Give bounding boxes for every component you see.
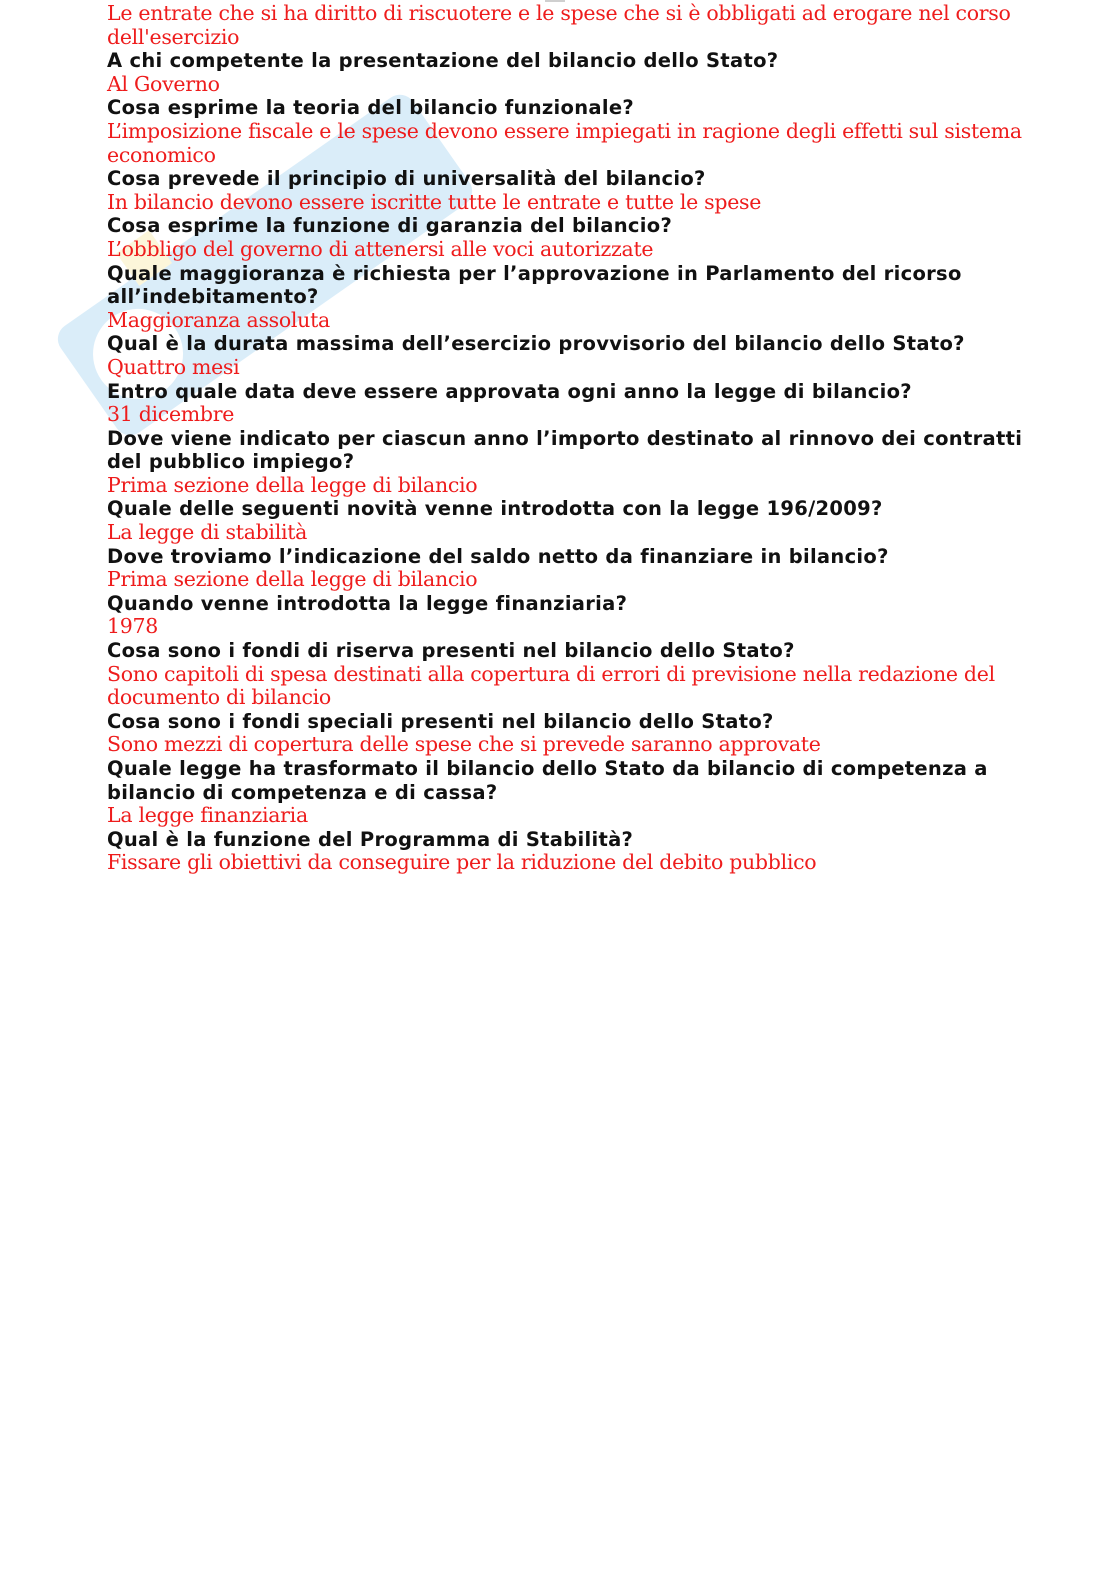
question-text: Cosa sono i fondi speciali presenti nel bilancio dello Stato? <box>107 709 774 733</box>
lead-answer: Le entrate che si ha diritto di riscuotere e le spese che si è obbligati ad erogare nel corso dell'esercizio <box>107 1 1011 49</box>
answer-text: 31 dicembre <box>107 402 235 427</box>
qa-item <box>107 427 1027 498</box>
answer-text: 1978 <box>107 614 158 639</box>
question-text: Quale maggioranza è richiesta per l’approvazione in Parlamento del ricorso all’indebitamento? <box>107 261 962 309</box>
answer-text: L’obbligo del governo di attenersi alle voci autorizzate <box>107 236 654 261</box>
answer-text: Prima sezione della legge di bilancio <box>107 567 478 592</box>
qa-item <box>107 167 1027 214</box>
answer-text: La legge finanziaria <box>107 803 308 828</box>
question-text: Entro quale data deve essere approvata ogni anno la legge di bilancio? <box>107 379 912 403</box>
qa-item <box>107 214 1027 261</box>
qa-item <box>107 545 1027 592</box>
qa-list <box>107 49 1027 875</box>
question-text: A chi competente la presentazione del bilancio dello Stato? <box>107 49 779 73</box>
qa-item <box>107 49 1027 96</box>
qa-item <box>107 757 1027 828</box>
document-page <box>107 2 1027 875</box>
question-text: Dove troviamo l’indicazione del saldo netto da finanziare in bilancio? <box>107 544 889 568</box>
answer-text: Al Governo <box>107 71 220 96</box>
question-text: Quale legge ha trasformato il bilancio dello Stato da bilancio di competenza a bilancio di competenza e di cassa? <box>107 757 988 804</box>
qa-item <box>107 828 1027 875</box>
qa-item <box>107 262 1027 333</box>
qa-item <box>107 380 1027 427</box>
answer-text: Quattro mesi <box>107 354 240 379</box>
answer-text: Sono capitoli di spesa destinati alla copertura di errori di previsione nella redazione del documento di bilancio <box>107 661 995 710</box>
question-text: Cosa esprime la funzione di garanzia del bilancio? <box>107 214 673 238</box>
qa-item <box>107 639 1027 710</box>
question-text: Cosa prevede il principio di universalità del bilancio? <box>107 167 706 191</box>
answer-text: Fissare gli obiettivi da conseguire per la riduzione del debito pubblico <box>107 850 817 875</box>
answer-text: In bilancio devono essere iscritte tutte le entrate e tutte le spese <box>107 189 762 214</box>
qa-item <box>107 710 1027 757</box>
question-text: Qual è la funzione del Programma di Stabilità? <box>107 827 634 851</box>
answer-text: L’imposizione fiscale e le spese devono essere impiegati in ragione degli effetti sul sistema economico <box>107 118 1022 167</box>
answer-text: Maggioranza assoluta <box>107 307 330 332</box>
question-text: Dove viene indicato per ciascun anno l’importo destinato al rinnovo dei contratti del pubblico impiego? <box>107 426 1023 474</box>
qa-item <box>107 332 1027 379</box>
question-text: Cosa esprime la teoria del bilancio funzionale? <box>107 96 635 120</box>
question-text: Quale delle seguenti novità venne introdotta con la legge 196/2009? <box>107 497 883 521</box>
qa-item <box>107 96 1027 167</box>
answer-text: Prima sezione della legge di bilancio <box>107 472 478 497</box>
question-text: Qual è la durata massima dell’esercizio provvisorio del bilancio dello Stato? <box>107 332 965 356</box>
question-text: Quando venne introdotta la legge finanziaria? <box>107 591 628 615</box>
answer-text: La legge di stabilità <box>107 520 308 545</box>
qa-item <box>107 592 1027 639</box>
question-text: Cosa sono i fondi di riserva presenti nel bilancio dello Stato? <box>107 639 795 663</box>
qa-item <box>107 497 1027 544</box>
answer-text: Sono mezzi di copertura delle spese che si prevede saranno approvate <box>107 732 821 757</box>
